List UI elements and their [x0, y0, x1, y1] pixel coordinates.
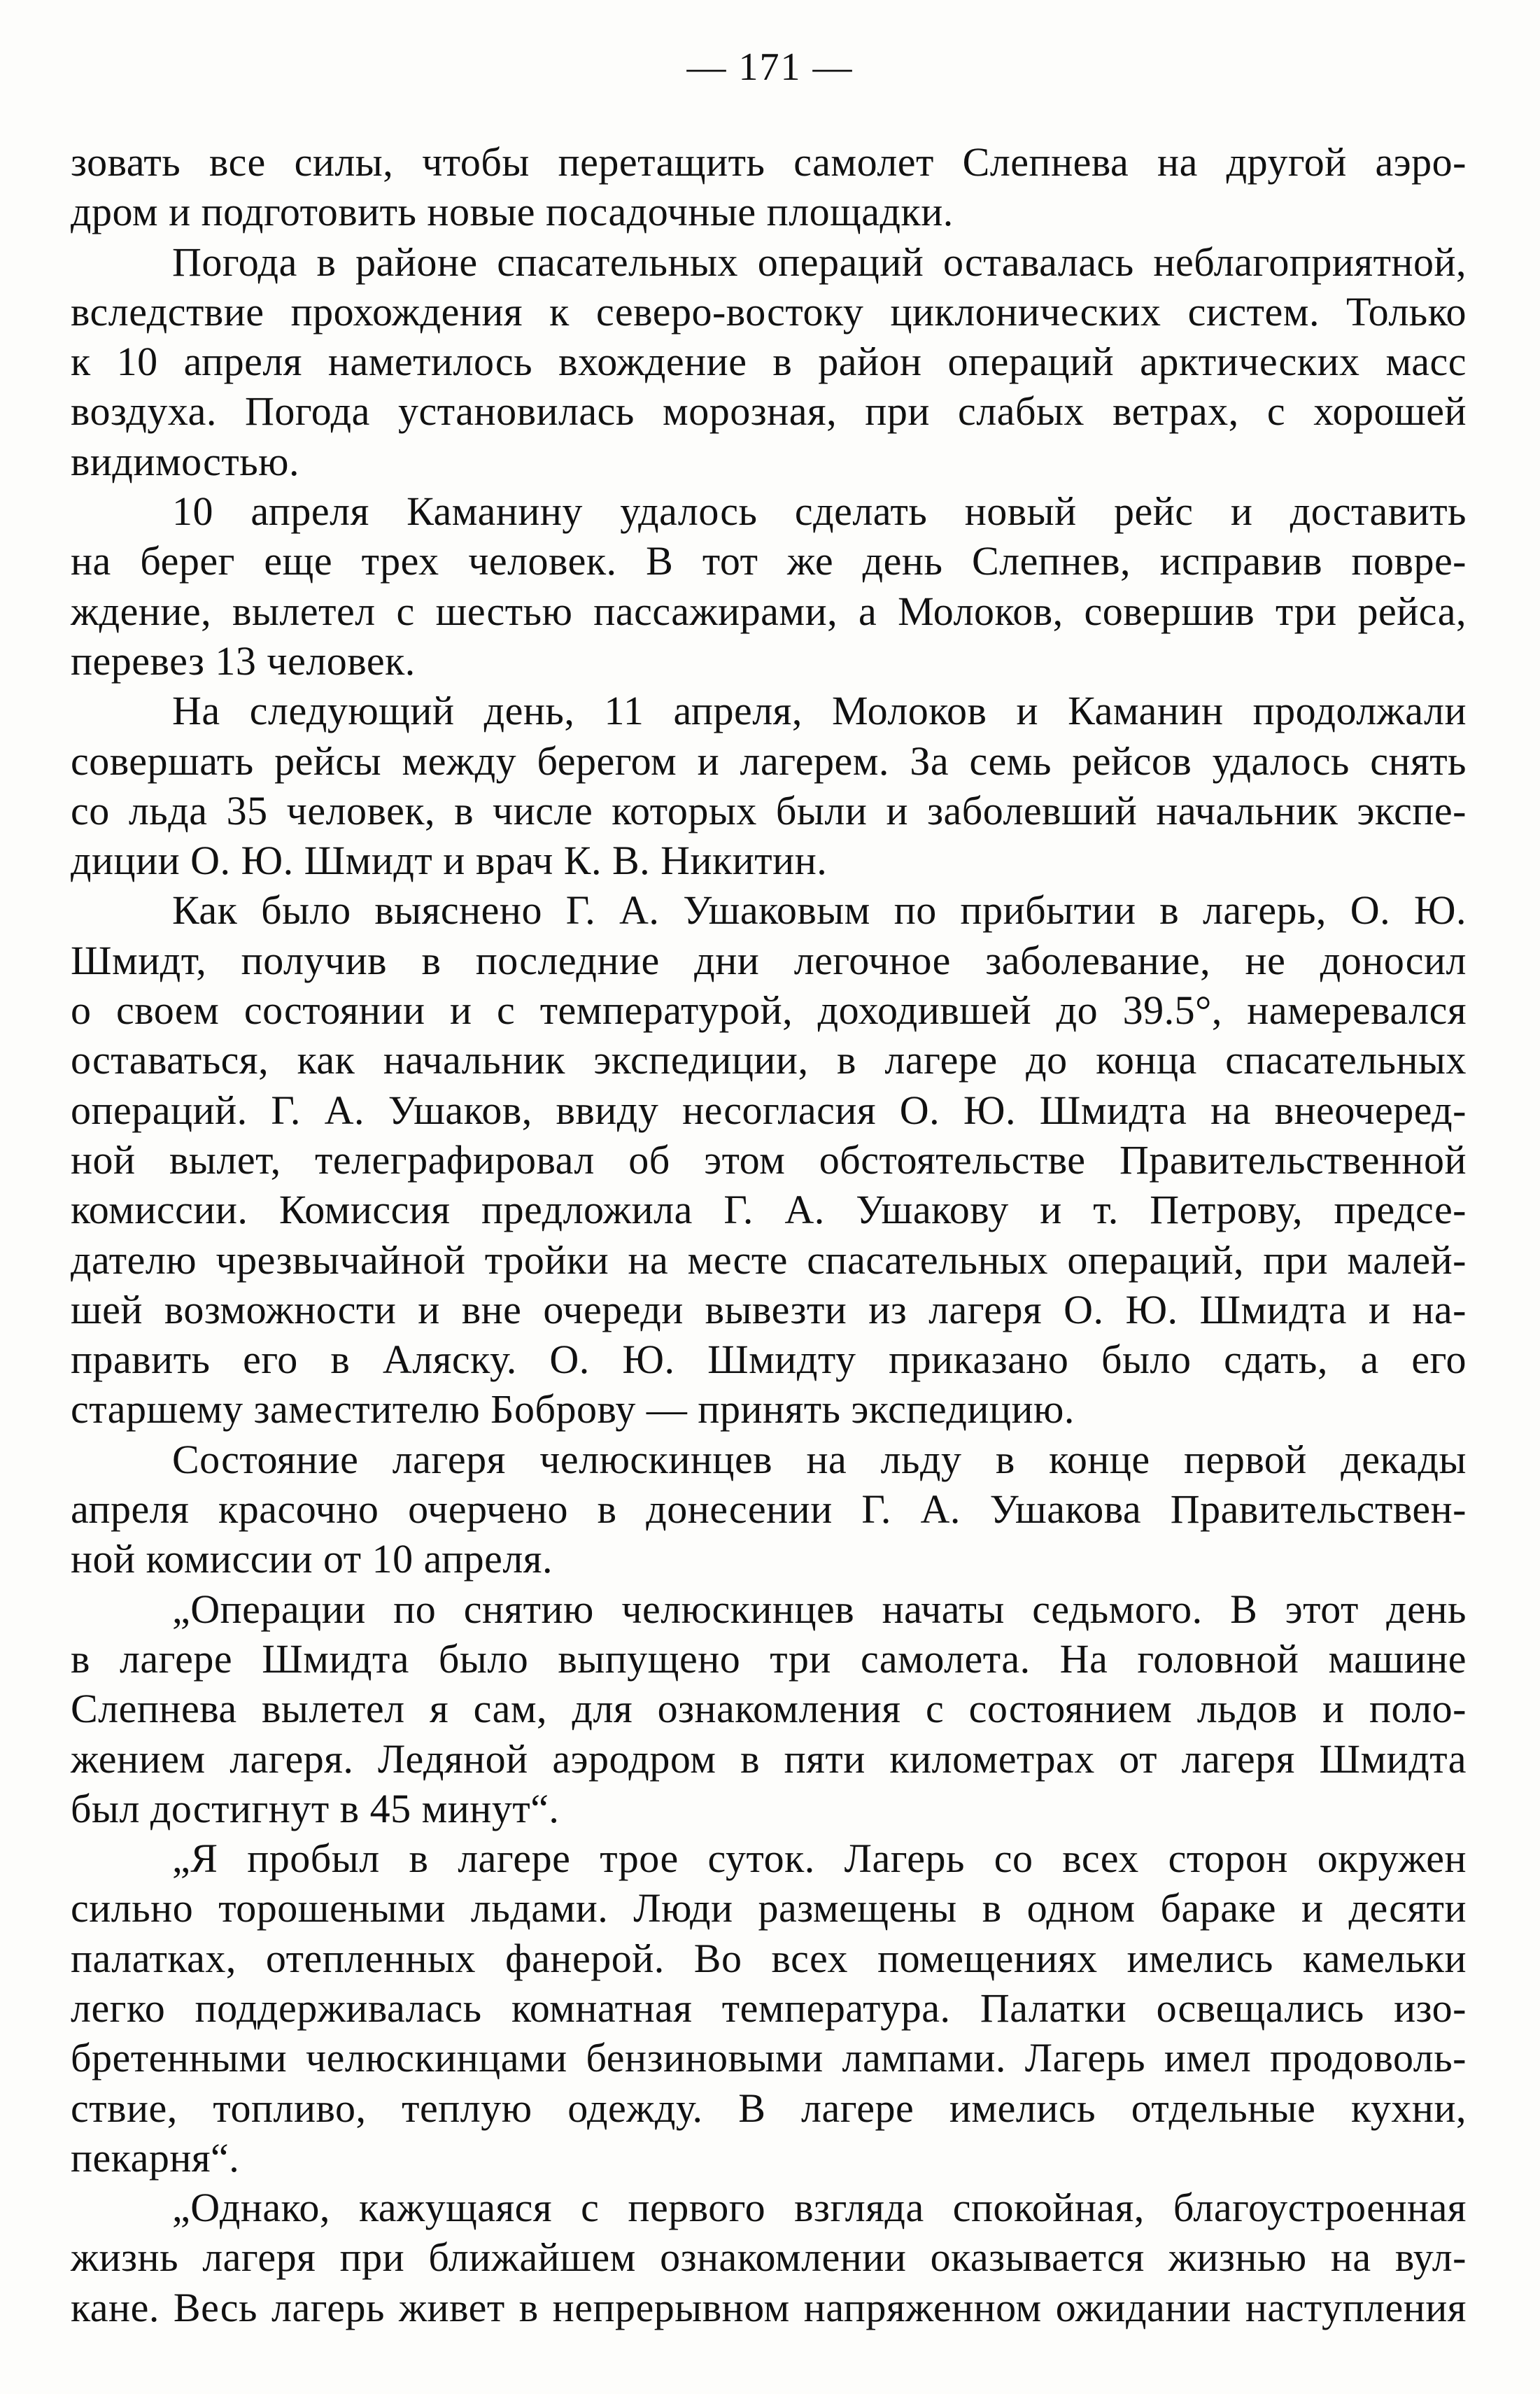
text-line: шей возможности и вне очереди вывезти из лагеря О. Ю. Шмидта и на- [71, 1286, 1467, 1332]
text-line: Шмидт, получив в последние дни легочное заболевание, не доносил [71, 937, 1467, 983]
paragraph [71, 1435, 1467, 1584]
text-line: операций. Г. А. Ушаков, ввиду несогласия О. Ю. Шмидта на внеочеред- [71, 1087, 1467, 1133]
page-number: — 171 — [686, 45, 854, 89]
text-line: 10 апреля Каманину удалось сделать новый рейс и доставить [172, 488, 1467, 535]
text-line: пекарня“. [71, 2134, 240, 2181]
text-line: Состояние лагеря челюскинцев на льду в конце первой декады [172, 1436, 1467, 1482]
paragraph [71, 686, 1467, 885]
text-line: жизнь лагеря при ближайшем ознакомлении оказывается жизнью на вул- [71, 2234, 1467, 2281]
text-line: На следующий день, 11 апреля, Молоков и Каманин продолжали [172, 688, 1467, 734]
paragraph [71, 137, 1467, 237]
text-line: в лагере Шмидта было выпущено три самолета. На головной машине [71, 1635, 1467, 1682]
text-line: ной вылет, телеграфировал об этом обстоятельстве Правительственной [71, 1136, 1467, 1183]
text-line: кане. Весь лагерь живет в непрерывном напряженном ожидании наступления [71, 2284, 1467, 2330]
text-line: со льда 35 человек, в числе которых были и заболевший начальник экспе- [71, 787, 1467, 833]
text-line: апреля красочно очерчено в донесении Г. А. Ушакова Правительствен- [71, 1486, 1467, 1533]
text-line: перевез 13 человек. [71, 638, 416, 684]
paragraph [71, 885, 1467, 1434]
text-line: оставаться, как начальник экспедиции, в лагере до конца спасательных [71, 1037, 1467, 1083]
text-line: жением лагеря. Ледяной аэродром в пяти километрах от лагеря Шмидта [71, 1735, 1467, 1782]
paragraph [71, 486, 1467, 686]
text-line: палатках, отепленных фанерой. Во всех помещениях имелись камельки [71, 1935, 1467, 1981]
text-line: „Однако, кажущаяся с первого взгляда спокойная, благоустроенная [172, 2185, 1467, 2231]
text-line: зовать все силы, чтобы перетащить самолет Слепнева на другой аэро- [71, 139, 1467, 185]
text-line: диции О. Ю. Шмидт и врач К. В. Никитин. [71, 838, 828, 884]
text-line: Как было выяснено Г. А. Ушаковым по прибытии в лагерь, О. Ю. [172, 887, 1467, 934]
text-line: Погода в районе спасательных операций оставалась неблагоприятной, [172, 239, 1467, 285]
text-line: видимостью. [71, 438, 299, 484]
paragraph [71, 1833, 1467, 2183]
text-line: дателю чрезвычайной тройки на месте спасательных операций, при малей- [71, 1237, 1467, 1283]
text-line: вследствие прохождения к северо-востоку циклонических систем. Только [71, 288, 1467, 335]
text-line: „Я пробыл в лагере трое суток. Лагерь со всех сторон окружен [172, 1836, 1467, 1882]
paragraph [71, 1584, 1467, 1833]
text-line: ной комиссии от 10 апреля. [71, 1536, 553, 1582]
text-line: бретенными челюскинцами бензиновыми лампами. Лагерь имел продоволь- [71, 2035, 1467, 2081]
text-line: к 10 апреля наметилось вхождение в район операций арктических масс [71, 339, 1467, 385]
text-line: воздуха. Погода установилась морозная, при слабых ветрах, с хорошей [71, 388, 1467, 435]
text-line: ждение, вылетел с шестью пассажирами, а Молоков, совершив три рейса, [71, 588, 1467, 634]
text-line: дром и подготовить новые посадочные площадки. [71, 189, 954, 235]
text-line: легко поддерживалась комнатная температура. Палатки освещались изо- [71, 1985, 1467, 2031]
text-line: ствие, топливо, теплую одежду. В лагере имелись отдельные кухни, [71, 2085, 1467, 2131]
text-line: править его в Аляску. О. Ю. Шмидту приказано было сдать, а его [71, 1337, 1467, 1383]
text-line: на берег еще трех человек. В тот же день Слепнев, исправив повре- [71, 538, 1467, 584]
body-text [71, 137, 1467, 2332]
paragraph [71, 237, 1467, 486]
paragraph [71, 2183, 1467, 2332]
text-line: „Операции по снятию челюскинцев начаты седьмого. В этот день [172, 1586, 1467, 1632]
text-line: Слепнева вылетел я сам, для ознакомления с состоянием льдов и поло- [71, 1686, 1467, 1732]
text-line: был достигнут в 45 минут“. [71, 1785, 560, 1831]
text-line: комиссии. Комиссия предложила Г. А. Ушакову и т. Петрову, предсе- [71, 1187, 1467, 1233]
text-line: о своем состоянии и с температурой, доходившей до 39.5°, намеревался [71, 987, 1467, 1034]
text-line: сильно торошеными льдами. Люди размещены в одном бараке и десяти [71, 1885, 1467, 1931]
text-line: старшему заместителю Боброву — принять экспедицию. [71, 1386, 1075, 1432]
text-line: совершать рейсы между берегом и лагерем. За семь рейсов удалось снять [71, 738, 1467, 784]
